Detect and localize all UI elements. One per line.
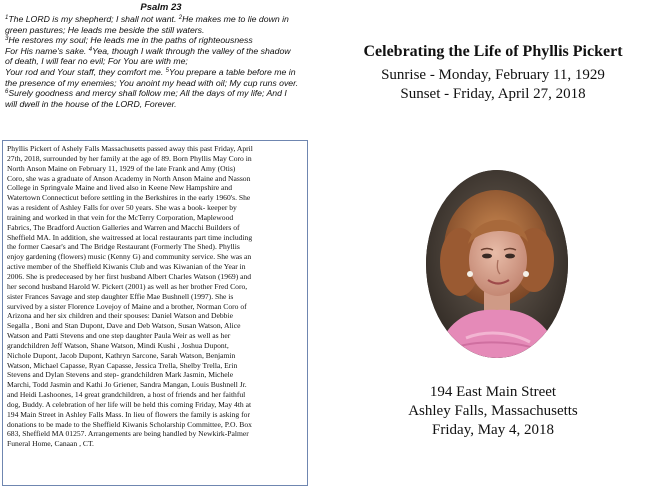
- verse-number: 1: [5, 15, 9, 21]
- obituary-line: Watson and Patti Stevens and one step daughter Paula Weir as well as her: [7, 331, 231, 341]
- psalm-line: [5, 99, 317, 110]
- obituary-line: Nichole Dupont, Jacob Dupont, Kathryn Sarcone, Sarah Watson, Benjamin: [7, 350, 236, 360]
- obituary-line: grandchildren Jeff Watson, Shane Watson, Mindi Kushi , Joshua Dupont,: [7, 340, 229, 350]
- sunrise-line: Sunrise - Monday, February 11, 1929: [381, 67, 605, 83]
- verse-text: He makes me to lie down in: [182, 14, 289, 24]
- obituary-line: Funeral Home, Canaan , CT.: [7, 439, 94, 449]
- verse-text: Your rod and Your staff, they comfort me.: [5, 66, 166, 77]
- obituary-line: Marchi, Todd Jasmin and Kathi Jo Griener, Sandra Mangan, Louis Bushnell Jr.: [7, 380, 247, 390]
- psalm-line: [5, 67, 317, 78]
- psalm-line: [5, 78, 317, 89]
- obituary-line: Arizona and her six children and their spouses: Daniel Watson and Debbie: [7, 311, 233, 321]
- obituary-line: Coro, she was a graduate of Anson Academy in North Anson Maine and Nasson: [7, 173, 251, 183]
- obituary-line: survived by a sister Florence Lovejoy of Maine and a brother, Norman Coro of: [7, 301, 247, 311]
- celebration-heading: Celebrating the Life of Phyllis Pickert: [363, 43, 623, 60]
- psalm-line: [5, 56, 317, 67]
- verse-text: He restores my soul; He leads me in the paths of righteousness: [8, 35, 253, 46]
- verse-number: 3: [5, 36, 9, 43]
- obituary-line: Watertown Connecticut before settling in the Berkshires in the early 1960's. She: [7, 193, 251, 203]
- obituary-line: Stevens and Dylan Stevens and step- grandchildren Mark Jasmin, Michele: [7, 370, 234, 380]
- obituary-line: 683, Sheffield MA 01257. Arrangements are being handled by Newkirk-Palmer: [7, 429, 249, 439]
- obituary-box: [2, 140, 308, 486]
- obituary-line: 27th, 2018, surrounded by her family at the age of 89. Born Phyllis May Coro in: [7, 153, 252, 163]
- obituary-line: donations to be made to the Sheffield Kiwanis Scholarship Committee, P.O. Box: [7, 419, 252, 429]
- psalm-line: [5, 88, 317, 99]
- obituary-text: [7, 144, 303, 449]
- obituary-line: College in Springvale Maine and lived also in Keene New Hampshire and: [7, 183, 233, 193]
- verse-number: 6: [5, 89, 9, 96]
- verse-text: will dwell in the house of the LORD, Forever.: [5, 98, 177, 109]
- obituary-line: 194 Main Street in Ashley Falls Mass. In lieu of flowers the family is asking for: [7, 409, 250, 419]
- verse-text: For His name's sake.: [5, 45, 89, 56]
- psalm-line: [5, 46, 317, 57]
- obituary-line: was a resident of Ashley Falls for over 50 years. She was a book- keeper by: [7, 203, 237, 213]
- obituary-line: Watson, Michael Capasse, Ryan Capasse, Jessica Trella, Shelby Trella, Erin: [7, 360, 238, 370]
- portrait-photo: [426, 170, 568, 358]
- psalm-title: Psalm 23: [140, 2, 182, 13]
- psalm-line: [5, 35, 317, 46]
- service-city: Ashley Falls, Massachusetts: [408, 403, 578, 419]
- verse-text: Yea, though I walk through the valley of the shadow: [92, 45, 291, 56]
- obituary-line: enjoy gardening (flowers) music (Kenny G) and community service. She was an: [7, 252, 252, 262]
- obituary-line: Segalla , Boni and Stan Dupont, Dave and Deb Watson, Susan Watson, Alice: [7, 321, 241, 331]
- verse-number: 4: [88, 46, 93, 53]
- obituary-line: sister Frances Savage and step daughter Effie Mae Bushnell (1997). She is: [7, 291, 234, 301]
- sunset-line: Sunset - Friday, April 27, 2018: [400, 86, 586, 102]
- verse-text: The LORD is my shepherd; I shall not want.: [8, 14, 179, 24]
- obituary-line: her second husband Harold W. Pickert (2001) as well as her brother Fred Coro,: [7, 281, 248, 291]
- right-column: [330, 0, 656, 492]
- psalm-verses: [5, 14, 317, 109]
- obituary-line: dog, Buddy. A celebration of her life will be held this coming Friday, May 4th at: [7, 399, 252, 409]
- obituary-line: the former Caesar's and The Bridge Restaurant (Formerly The Shed). Phyllis: [7, 242, 240, 252]
- portrait-illustration: [426, 170, 568, 358]
- obituary-line: and Heidi Lashoones, 14 great grandchildren, a host of friends and her faithful: [7, 390, 246, 400]
- obituary-line: Phyllis Pickert of Ashely Falls Massachusetts passed away this past Friday, April: [7, 144, 253, 153]
- verse-number: 2: [178, 15, 183, 21]
- obituary-line: active member of the Sheffield Kiwanis Club and was Kiwanian of the Year in: [7, 262, 246, 272]
- obituary-line: Sheffield MA. In addition, she waitressed at local restaurants part time including: [7, 232, 253, 242]
- obituary-line: Fabrics, The Bradford Auction Galleries and Warren and Macchi Builders of: [7, 222, 240, 232]
- verse-text: You prepare a table before me in: [169, 66, 296, 77]
- psalm-section: [5, 2, 317, 109]
- verse-text: of death, I will fear no evil; For You are with me;: [5, 56, 188, 67]
- verse-text: green pastures; He leads me beside the still waters.: [5, 24, 205, 35]
- left-column: [0, 0, 322, 492]
- verse-text: Surely goodness and mercy shall follow me; All the days of my life; And I: [8, 88, 287, 99]
- psalm-line: [5, 25, 317, 36]
- obituary-line: 2006. She is predeceased by her first husband Albert Charles Watson (1969) and: [7, 271, 252, 281]
- verse-text: the presence of my enemies; You anoint my head with oil; My cup runs over.: [5, 77, 299, 88]
- obituary-line: North Anson Maine on February 11, 1929 of the late Frank and Amy (Otis): [7, 163, 236, 173]
- psalm-line: [5, 14, 317, 25]
- obituary-line: training and worked in that vein for the McTerry Corporation, Maplewood: [7, 212, 234, 222]
- verse-number: 5: [165, 67, 169, 74]
- service-date: Friday, May 4, 2018: [432, 422, 554, 438]
- service-address: 194 East Main Street: [429, 384, 557, 400]
